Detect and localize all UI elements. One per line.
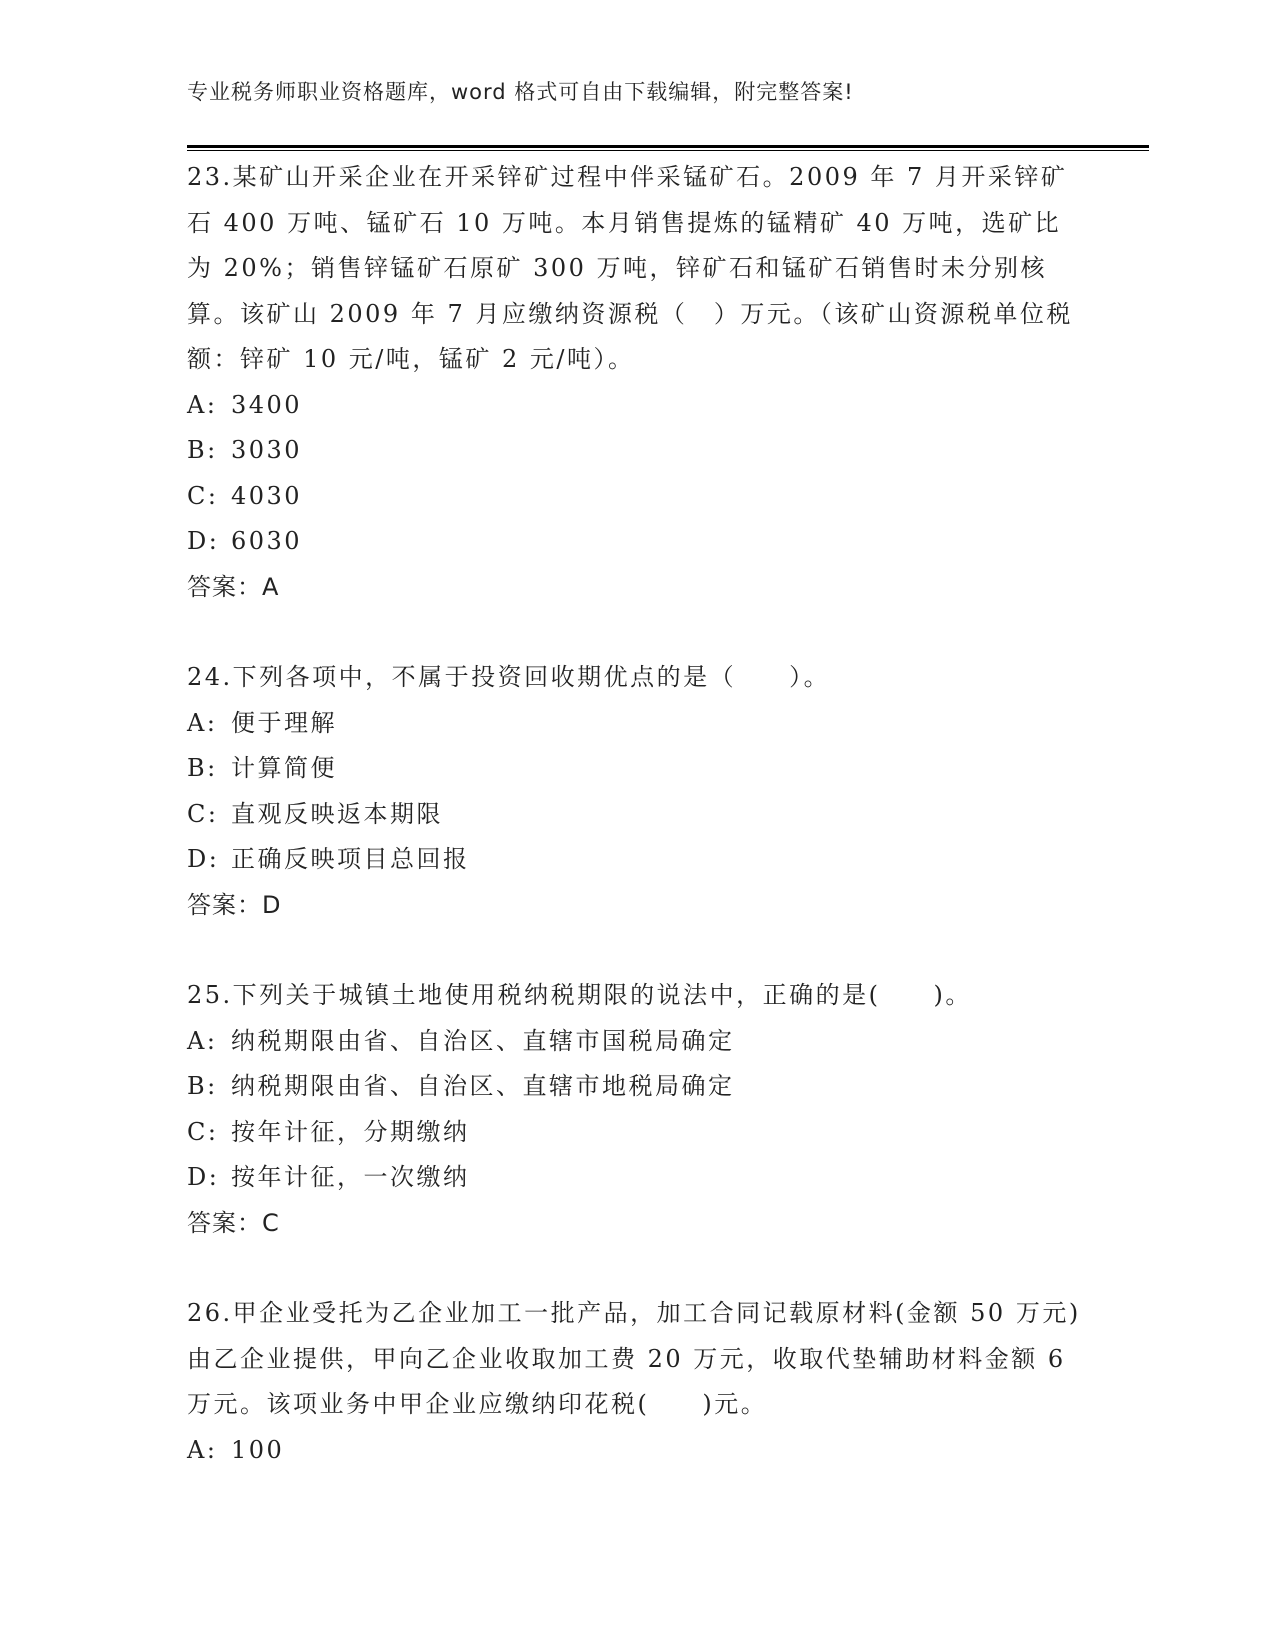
option-d (187, 837, 1087, 883)
option-text: 3030 (231, 436, 303, 464)
option-key: A: (187, 708, 218, 737)
option-a (187, 701, 1087, 747)
option-key: A: (187, 1435, 218, 1464)
question-number: 26. (187, 1299, 233, 1327)
option-text: 4030 (231, 481, 303, 510)
answer-line: 答案：D (187, 890, 282, 919)
option-c (187, 474, 1087, 520)
option-key: C: (187, 799, 219, 828)
option-text: 纳税期限由省、自治区、直辖市国税局确定 (231, 1026, 735, 1055)
question-body: 某矿山开采企业在开采锌矿过程中伴采锰矿石。2009 年 7 月开采锌矿石 400 万吨、锰矿石 10 万吨。本月销售提炼的锰精矿 40 万吨，选矿比为 20%；销售锌锰矿石原矿 300 万吨，锌矿石和锰矿石销售时未分别核算。该矿山 2009 年 7 月应缴纳资源税（ ）万元。（该矿山资源税单位税额：锌矿 10 元/吨，锰矿 2 元/吨）。 (187, 163, 1073, 373)
option-d (187, 519, 1087, 565)
header-divider-thick (187, 145, 1149, 148)
question-text (187, 973, 1087, 1019)
option-key: D: (187, 527, 220, 555)
option-key: C: (187, 481, 219, 510)
option-key: A: (187, 390, 218, 419)
option-text: 按年计征，一次缴纳 (231, 1163, 470, 1191)
header-divider-thin (187, 150, 1149, 151)
option-key: C: (187, 1117, 219, 1146)
option-text: 纳税期限由省、自治区、直辖市地税局确定 (231, 1072, 735, 1100)
option-c (187, 792, 1087, 838)
question-number: 25. (187, 981, 233, 1009)
question-body: 甲企业受托为乙企业加工一批产品，加工合同记载原材料(金额 50 万元)由乙企业提供，甲向乙企业收取加工费 20 万元，收取代垫辅助材料金额 6 万元。该项业务中甲企业应缴纳印花税( )元。 (187, 1299, 1081, 1418)
option-text: 6030 (231, 527, 303, 555)
question-gap (187, 928, 1087, 973)
option-a (187, 1428, 1087, 1474)
option-text: 直观反映返本期限 (231, 799, 443, 828)
option-b (187, 1064, 1087, 1110)
answer-line: 答案：A (187, 572, 280, 601)
option-text: 按年计征，分期缴纳 (231, 1117, 470, 1146)
question-24 (187, 655, 1087, 928)
option-key: D: (187, 1163, 220, 1191)
question-body: 下列各项中，不属于投资回收期优点的是（ ）。 (232, 663, 831, 691)
option-d (187, 1155, 1087, 1201)
option-key: D: (187, 845, 220, 873)
page-header: 专业税务师职业资格题库，word 格式可自由下载编辑，附完整答案! (187, 80, 854, 104)
question-text (187, 1291, 1087, 1428)
option-b (187, 428, 1087, 474)
option-text: 正确反映项目总回报 (231, 845, 470, 873)
question-gap (187, 610, 1087, 655)
question-body: 下列关于城镇土地使用税纳税期限的说法中，正确的是( )。 (232, 981, 972, 1009)
option-b (187, 746, 1087, 792)
answer-line: 答案：C (187, 1208, 280, 1237)
question-number: 23. (187, 163, 233, 191)
question-number: 24. (187, 663, 233, 691)
option-text: 便于理解 (231, 708, 337, 737)
question-list (187, 155, 1087, 1473)
option-key: A: (187, 1026, 218, 1055)
question-26 (187, 1291, 1087, 1473)
option-key: B: (187, 754, 218, 782)
question-text (187, 155, 1087, 383)
option-a (187, 1019, 1087, 1065)
option-text: 3400 (231, 390, 303, 419)
option-a (187, 383, 1087, 429)
question-23 (187, 155, 1087, 610)
option-c (187, 1110, 1087, 1156)
option-key: B: (187, 1072, 218, 1100)
option-text: 100 (231, 1435, 285, 1464)
option-text: 计算简便 (231, 754, 337, 782)
question-25 (187, 973, 1087, 1246)
question-gap (187, 1246, 1087, 1291)
option-key: B: (187, 436, 218, 464)
question-text (187, 655, 1087, 701)
